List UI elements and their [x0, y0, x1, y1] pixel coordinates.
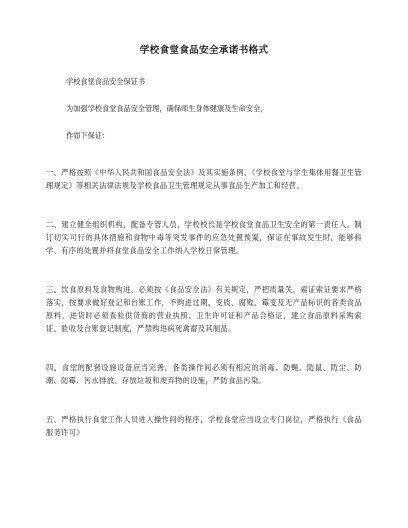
document-salutation: 学校食堂食品安全保证书 — [66, 77, 146, 86]
document-title: 学校食堂食品安全承诺书格式 — [139, 45, 269, 56]
document-paragraph-3: 三、饮食原料及食物购进，必须按《食品安全法》有关规定，严把质量关，索证索证要求严格落实，按要求做好登记和台账工作，不购进过期、变质、腐败、霉变及无产品标识的各类食品原料，进货时必须查验供货商的营业执照、卫生许可证和产品合格证，建立食品原料采购索证、验收及台账登记制度，严禁购进病死禽畜及其制品。 — [46, 285, 362, 333]
document-paragraph-4: 四、食堂的配套设施设备应当完善，各类操作间必须有相应的消毒、防蝇、防鼠、防尘、防潮、防霉、污水排放、存放垃圾和废弃物的设施，严防食品污染。 — [46, 363, 362, 385]
document-paragraph-1: 一、严格按照《中华人民共和国食品安全法》及其实施条例、《学校食堂与学生集体用餐卫生管理规定》等相关法律法规及学校食品卫生管理规定从事食品生产加工和经营。 — [46, 168, 362, 190]
document-paragraph-5: 五、严格执行食堂工作人员进入操作间的程序，学校食堂应当设立专门岗位，严格执行《食品服务许可》 — [46, 415, 362, 437]
document-intro: 为加强学校食堂食品安全管理，确保师生身体健康及生命安全， — [66, 104, 268, 113]
document-lead: 作如下保证： — [66, 131, 110, 140]
document-paragraph-2: 二、建立健全组织机构，配备专管人员，学校校长是学校食堂食品卫生安全的第一责任人。制订切实可行的具体措施和食物中毒等突发事件的应急处置预案，保证在事故发生时，能够科学、有序的处置并将食堂食品安全工作纳入学校日常管理。 — [46, 220, 362, 255]
